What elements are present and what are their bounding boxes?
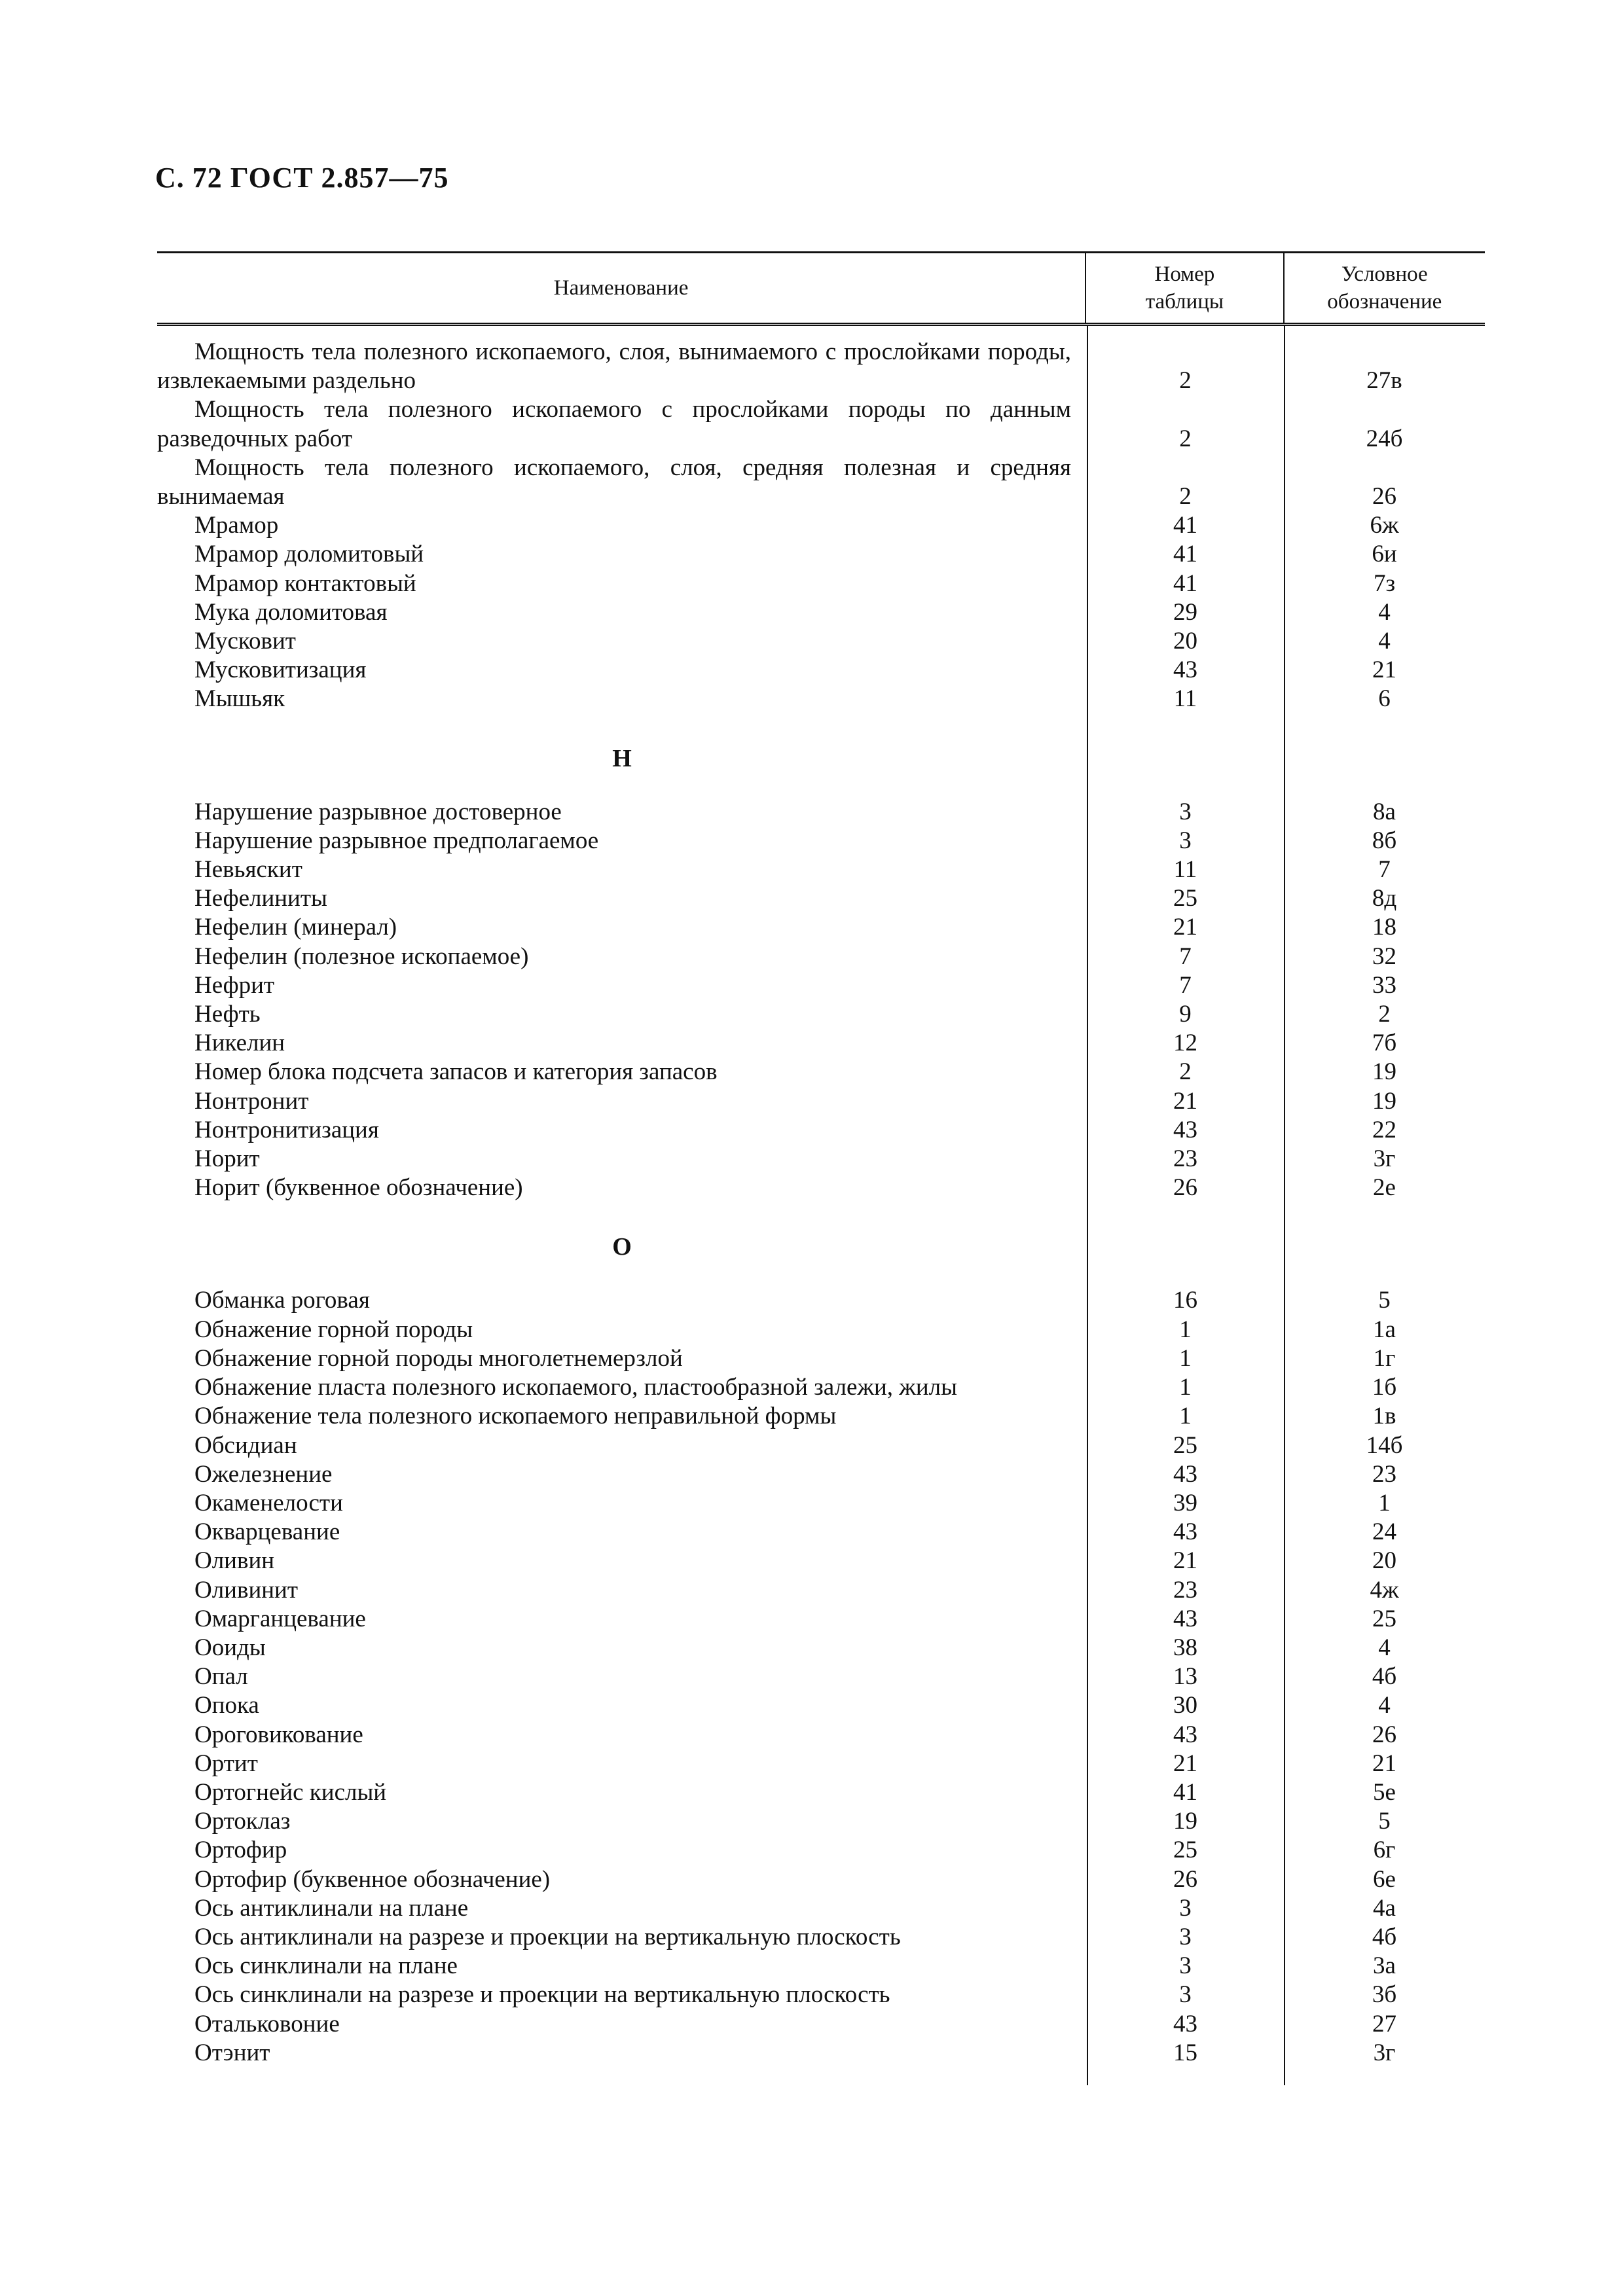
- entry-table-number: 21: [1173, 1087, 1197, 1115]
- section-letter-o: О: [612, 1233, 632, 1261]
- entry-table-number: 41: [1173, 569, 1197, 597]
- entry-symbol: 21: [1372, 656, 1396, 684]
- entry-table-number: 43: [1173, 1721, 1197, 1748]
- entry-table-number: 3: [1179, 1923, 1192, 1950]
- entry-symbol: 1б: [1372, 1374, 1397, 1401]
- entry-symbol: 4: [1378, 1692, 1391, 1719]
- entry-name: Мрамор доломитовый: [194, 541, 424, 568]
- entry-symbol: 18: [1372, 914, 1396, 941]
- entry-name: Обнажение пласта полезного ископаемого, пластообразной залежи, жилы: [194, 1374, 957, 1401]
- entry-symbol: 4а: [1373, 1894, 1396, 1922]
- table-row: [157, 1087, 1485, 1116]
- column-header-symbol: Условное обозначение: [1283, 253, 1485, 323]
- entry-name: Мусковитизация: [194, 656, 367, 684]
- table-row: [157, 569, 1485, 598]
- table-row: [157, 1029, 1485, 1058]
- entry-name: Ортоклаз: [194, 1808, 291, 1835]
- table-row: [157, 2010, 1485, 2039]
- table-row: [157, 1981, 1485, 2009]
- table-row: [157, 1000, 1485, 1029]
- table-row: [157, 1460, 1485, 1489]
- entry-symbol: 5: [1378, 1287, 1391, 1314]
- entry-symbol: 27: [1372, 2010, 1396, 2037]
- table-row: [157, 1373, 1485, 1402]
- entry-table-number: 2: [1179, 367, 1192, 395]
- table-row: [157, 1634, 1485, 1662]
- table-row: [157, 884, 1485, 913]
- entry-symbol: 14б: [1366, 1431, 1403, 1459]
- entry-symbol: 4б: [1372, 1923, 1397, 1950]
- entry-table-number: 3: [1179, 1894, 1192, 1922]
- entry-table-number: 3: [1179, 1952, 1192, 1980]
- entry-table-number: 43: [1173, 656, 1197, 684]
- entry-symbol: 21: [1372, 1749, 1396, 1777]
- entry-table-number: 43: [1173, 1605, 1197, 1632]
- table-row: [157, 1662, 1485, 1691]
- entries-group-m: [157, 338, 1485, 714]
- column-divider: [1087, 326, 1088, 2085]
- entry-symbol: 6г: [1373, 1837, 1396, 1864]
- entry-name: Нонтронитизация: [194, 1116, 379, 1143]
- entry-name: Оливинит: [194, 1576, 299, 1604]
- table-row: [157, 1286, 1485, 1315]
- entry-table-number: 43: [1173, 1518, 1197, 1546]
- entry-table-number: 7: [1179, 971, 1192, 999]
- entry-table-number: 3: [1179, 827, 1192, 854]
- entry-symbol: 4: [1378, 1634, 1391, 1661]
- entry-name: Норит (буквенное обозначение): [194, 1174, 523, 1202]
- entry-symbol: 4б: [1372, 1663, 1397, 1691]
- entry-name: Опока: [194, 1692, 259, 1719]
- table-row: [157, 1836, 1485, 1865]
- entries-group-n: [157, 798, 1485, 1203]
- entry-symbol: 25: [1372, 1605, 1396, 1632]
- table-header-row: [157, 253, 1485, 323]
- entry-table-number: 25: [1173, 1431, 1197, 1459]
- entry-name: Ортит: [194, 1749, 258, 1777]
- table-row: [157, 1894, 1485, 1923]
- entry-symbol: 2: [1378, 1001, 1391, 1028]
- table-row: [157, 1058, 1485, 1086]
- entry-name: Отальковоние: [194, 2010, 340, 2037]
- table-row: [157, 1431, 1485, 1460]
- table-row: [157, 1807, 1485, 1836]
- entry-symbol: 6: [1378, 685, 1391, 713]
- table-row: [157, 1952, 1485, 1981]
- entry-symbol: 26: [1372, 483, 1396, 511]
- entry-table-number: 11: [1173, 856, 1197, 884]
- entry-name: Окварцевание: [194, 1518, 340, 1546]
- entry-name: Ортогнейс кислый: [194, 1778, 387, 1806]
- entry-name: Окаменелости: [194, 1489, 343, 1516]
- table-row: [157, 1547, 1485, 1575]
- table-row: [157, 1116, 1485, 1145]
- table-row: [157, 913, 1485, 942]
- entry-name: Мощность тела полезного ископаемого, слоя, вынимаемого с прослойками породы, извлекаемыми раздельно: [157, 338, 1071, 395]
- entry-symbol: 26: [1372, 1721, 1396, 1748]
- page-header: С. 72 ГОСТ 2.857—75: [155, 162, 449, 194]
- entry-table-number: 12: [1173, 1030, 1197, 1057]
- entry-symbol: 3б: [1372, 1981, 1397, 2009]
- entry-symbol: 6ж: [1370, 512, 1399, 539]
- table-row: [157, 798, 1485, 827]
- entry-symbol: 33: [1372, 971, 1396, 999]
- entry-name: Ортофир (буквенное обозначение): [194, 1865, 551, 1893]
- entry-name: Отэнит: [194, 2039, 270, 2066]
- section-letter-n: Н: [612, 744, 632, 772]
- entry-table-number: 21: [1173, 1749, 1197, 1777]
- table-row: [157, 1865, 1485, 1894]
- table-row: [157, 971, 1485, 1000]
- table-row: [157, 685, 1485, 713]
- entry-name: Ортофир: [194, 1837, 287, 1864]
- entry-name: Нарушение разрывное достоверное: [194, 798, 562, 825]
- table-row: [157, 1316, 1485, 1344]
- table-row: [157, 942, 1485, 971]
- entry-table-number: 25: [1173, 1837, 1197, 1864]
- table-row: [157, 540, 1485, 569]
- entry-table-number: 2: [1179, 1058, 1192, 1086]
- entry-name: Ороговикование: [194, 1721, 363, 1748]
- entry-table-number: 43: [1173, 2010, 1197, 2037]
- entry-symbol: 24б: [1366, 425, 1403, 452]
- table-row: [157, 1721, 1485, 1749]
- table-row: [157, 1749, 1485, 1778]
- entry-table-number: 1: [1179, 1374, 1192, 1401]
- entry-table-number: 3: [1179, 1981, 1192, 2009]
- entry-name: Мука доломитовая: [194, 598, 388, 626]
- table-row: [157, 1691, 1485, 1720]
- table-row: [157, 656, 1485, 685]
- entry-symbol: 20: [1372, 1547, 1396, 1575]
- table-row: [157, 598, 1485, 627]
- entry-table-number: 16: [1173, 1287, 1197, 1314]
- table-body: [157, 326, 1485, 2068]
- entry-name: Нефелин (полезное ископаемое): [194, 942, 529, 970]
- entry-name: Мышьяк: [194, 685, 285, 713]
- entry-table-number: 43: [1173, 1460, 1197, 1488]
- entry-symbol: 4: [1378, 598, 1391, 626]
- entry-name: Мусковит: [194, 628, 296, 655]
- entry-name: Никелин: [194, 1030, 285, 1057]
- entry-name: Опал: [194, 1663, 248, 1691]
- entry-table-number: 25: [1173, 885, 1197, 912]
- entry-name: Нонтронит: [194, 1087, 309, 1115]
- table-row: [157, 1518, 1485, 1547]
- entry-table-number: 2: [1179, 483, 1192, 511]
- entry-table-number: 39: [1173, 1489, 1197, 1516]
- table-row: [157, 1344, 1485, 1373]
- entry-table-number: 41: [1173, 1778, 1197, 1806]
- entry-symbol: 5: [1378, 1808, 1391, 1835]
- entry-symbol: 19: [1372, 1087, 1396, 1115]
- column-divider: [1284, 326, 1285, 2085]
- entry-table-number: 26: [1173, 1174, 1197, 1202]
- entry-symbol: 1: [1378, 1489, 1391, 1516]
- entry-symbol: 1а: [1373, 1316, 1396, 1343]
- entry-name: Ось антиклинали на разрезе и проекции на вертикальную плоскость: [194, 1923, 901, 1950]
- entry-table-number: 41: [1173, 541, 1197, 568]
- index-table: [157, 251, 1485, 2068]
- table-row: [157, 627, 1485, 656]
- entry-name: Номер блока подсчета запасов и категория запасов: [194, 1058, 718, 1086]
- entry-name: Обнажение горной породы многолетнемерзлой: [194, 1344, 683, 1372]
- table-row: [157, 395, 1485, 453]
- entry-table-number: 20: [1173, 628, 1197, 655]
- entry-table-number: 13: [1173, 1663, 1197, 1691]
- entry-symbol: 4ж: [1370, 1576, 1399, 1604]
- entry-name: Невьяскит: [194, 856, 302, 884]
- entry-name: Мощность тела полезного ископаемого, слоя, средняя полезная и средняя вынимаемая: [157, 454, 1071, 511]
- entry-symbol: 22: [1372, 1116, 1396, 1143]
- table-row: [157, 1402, 1485, 1431]
- table-row: [157, 1778, 1485, 1807]
- table-row: [157, 1576, 1485, 1605]
- entry-table-number: 23: [1173, 1576, 1197, 1604]
- entry-symbol: 7з: [1373, 569, 1396, 597]
- entry-symbol: 23: [1372, 1460, 1396, 1488]
- entry-table-number: 26: [1173, 1865, 1197, 1893]
- entry-table-number: 41: [1173, 512, 1197, 539]
- entry-name: Норит: [194, 1145, 260, 1173]
- entry-name: Оливин: [194, 1547, 275, 1575]
- entry-table-number: 23: [1173, 1145, 1197, 1173]
- entry-symbol: 8д: [1372, 885, 1397, 912]
- entry-table-number: 3: [1179, 798, 1192, 825]
- table-row: [157, 1605, 1485, 1634]
- entry-table-number: 1: [1179, 1403, 1192, 1430]
- table-row: [157, 1489, 1485, 1518]
- entry-symbol: 3а: [1373, 1952, 1396, 1980]
- entry-table-number: 30: [1173, 1692, 1197, 1719]
- entry-name: Мрамор: [194, 512, 279, 539]
- entry-symbol: 6е: [1373, 1865, 1396, 1893]
- table-row: [157, 454, 1485, 511]
- table-row: [157, 1923, 1485, 1952]
- entry-name: Обнажение горной породы: [194, 1316, 473, 1343]
- entry-name: Ось синклинали на разрезе и проекции на вертикальную плоскость: [194, 1981, 890, 2009]
- entry-symbol: 19: [1372, 1058, 1396, 1086]
- entry-name: Ооиды: [194, 1634, 266, 1661]
- entry-name: Мощность тела полезного ископаемого с прослойками породы по данным разведочных работ: [157, 396, 1071, 452]
- entry-name: Обсидиан: [194, 1431, 297, 1459]
- entry-symbol: 4: [1378, 628, 1391, 655]
- entry-table-number: 11: [1173, 685, 1197, 713]
- table-row: [157, 827, 1485, 855]
- entry-table-number: 38: [1173, 1634, 1197, 1661]
- entry-name: Нефелиниты: [194, 885, 327, 912]
- entry-name: Обманка роговая: [194, 1287, 370, 1314]
- entry-table-number: 1: [1179, 1316, 1192, 1343]
- entry-table-number: 1: [1179, 1344, 1192, 1372]
- entry-symbol: 27в: [1366, 367, 1402, 395]
- entry-symbol: 5е: [1373, 1778, 1396, 1806]
- entry-table-number: 9: [1179, 1001, 1192, 1028]
- entry-symbol: 8б: [1372, 827, 1397, 854]
- column-header-table-number: Номер таблицы: [1085, 253, 1283, 323]
- entry-symbol: 7: [1378, 856, 1391, 884]
- entry-symbol: 1в: [1372, 1403, 1396, 1430]
- entry-symbol: 24: [1372, 1518, 1396, 1546]
- entry-symbol: 2е: [1373, 1174, 1396, 1202]
- entry-name: Ожелезнение: [194, 1460, 333, 1488]
- entry-name: Ось антиклинали на плане: [194, 1894, 469, 1922]
- entry-symbol: 7б: [1372, 1030, 1397, 1057]
- entry-name: Нефть: [194, 1001, 261, 1028]
- entry-symbol: 1г: [1373, 1344, 1396, 1372]
- table-row: [157, 855, 1485, 884]
- entry-symbol: 3г: [1373, 2039, 1396, 2066]
- table-row: [157, 338, 1485, 395]
- entry-table-number: 21: [1173, 914, 1197, 941]
- entries-group-o: [157, 1286, 1485, 2067]
- column-header-name: Наименование: [553, 276, 689, 300]
- entry-name: Обнажение тела полезного ископаемого неправильной формы: [194, 1403, 837, 1430]
- table-row: [157, 511, 1485, 540]
- entry-name: Ось синклинали на плане: [194, 1952, 458, 1980]
- entry-name: Нефелин (минерал): [194, 914, 397, 941]
- entry-name: Мрамор контактовый: [194, 569, 416, 597]
- entry-name: Нарушение разрывное предполагаемое: [194, 827, 599, 854]
- entry-name: Нефрит: [194, 971, 275, 999]
- table-row: [157, 1174, 1485, 1202]
- table-row: [157, 2039, 1485, 2068]
- table-row: [157, 1145, 1485, 1174]
- entry-table-number: 2: [1179, 425, 1192, 452]
- entry-name: Омарганцевание: [194, 1605, 366, 1632]
- entry-symbol: 3г: [1373, 1145, 1396, 1173]
- entry-symbol: 6и: [1372, 541, 1397, 568]
- entry-symbol: 8а: [1373, 798, 1396, 825]
- entry-table-number: 21: [1173, 1547, 1197, 1575]
- entry-table-number: 19: [1173, 1808, 1197, 1835]
- entry-table-number: 29: [1173, 598, 1197, 626]
- entry-table-number: 15: [1173, 2039, 1197, 2066]
- entry-symbol: 32: [1372, 942, 1396, 970]
- entry-table-number: 43: [1173, 1116, 1197, 1143]
- entry-table-number: 7: [1179, 942, 1192, 970]
